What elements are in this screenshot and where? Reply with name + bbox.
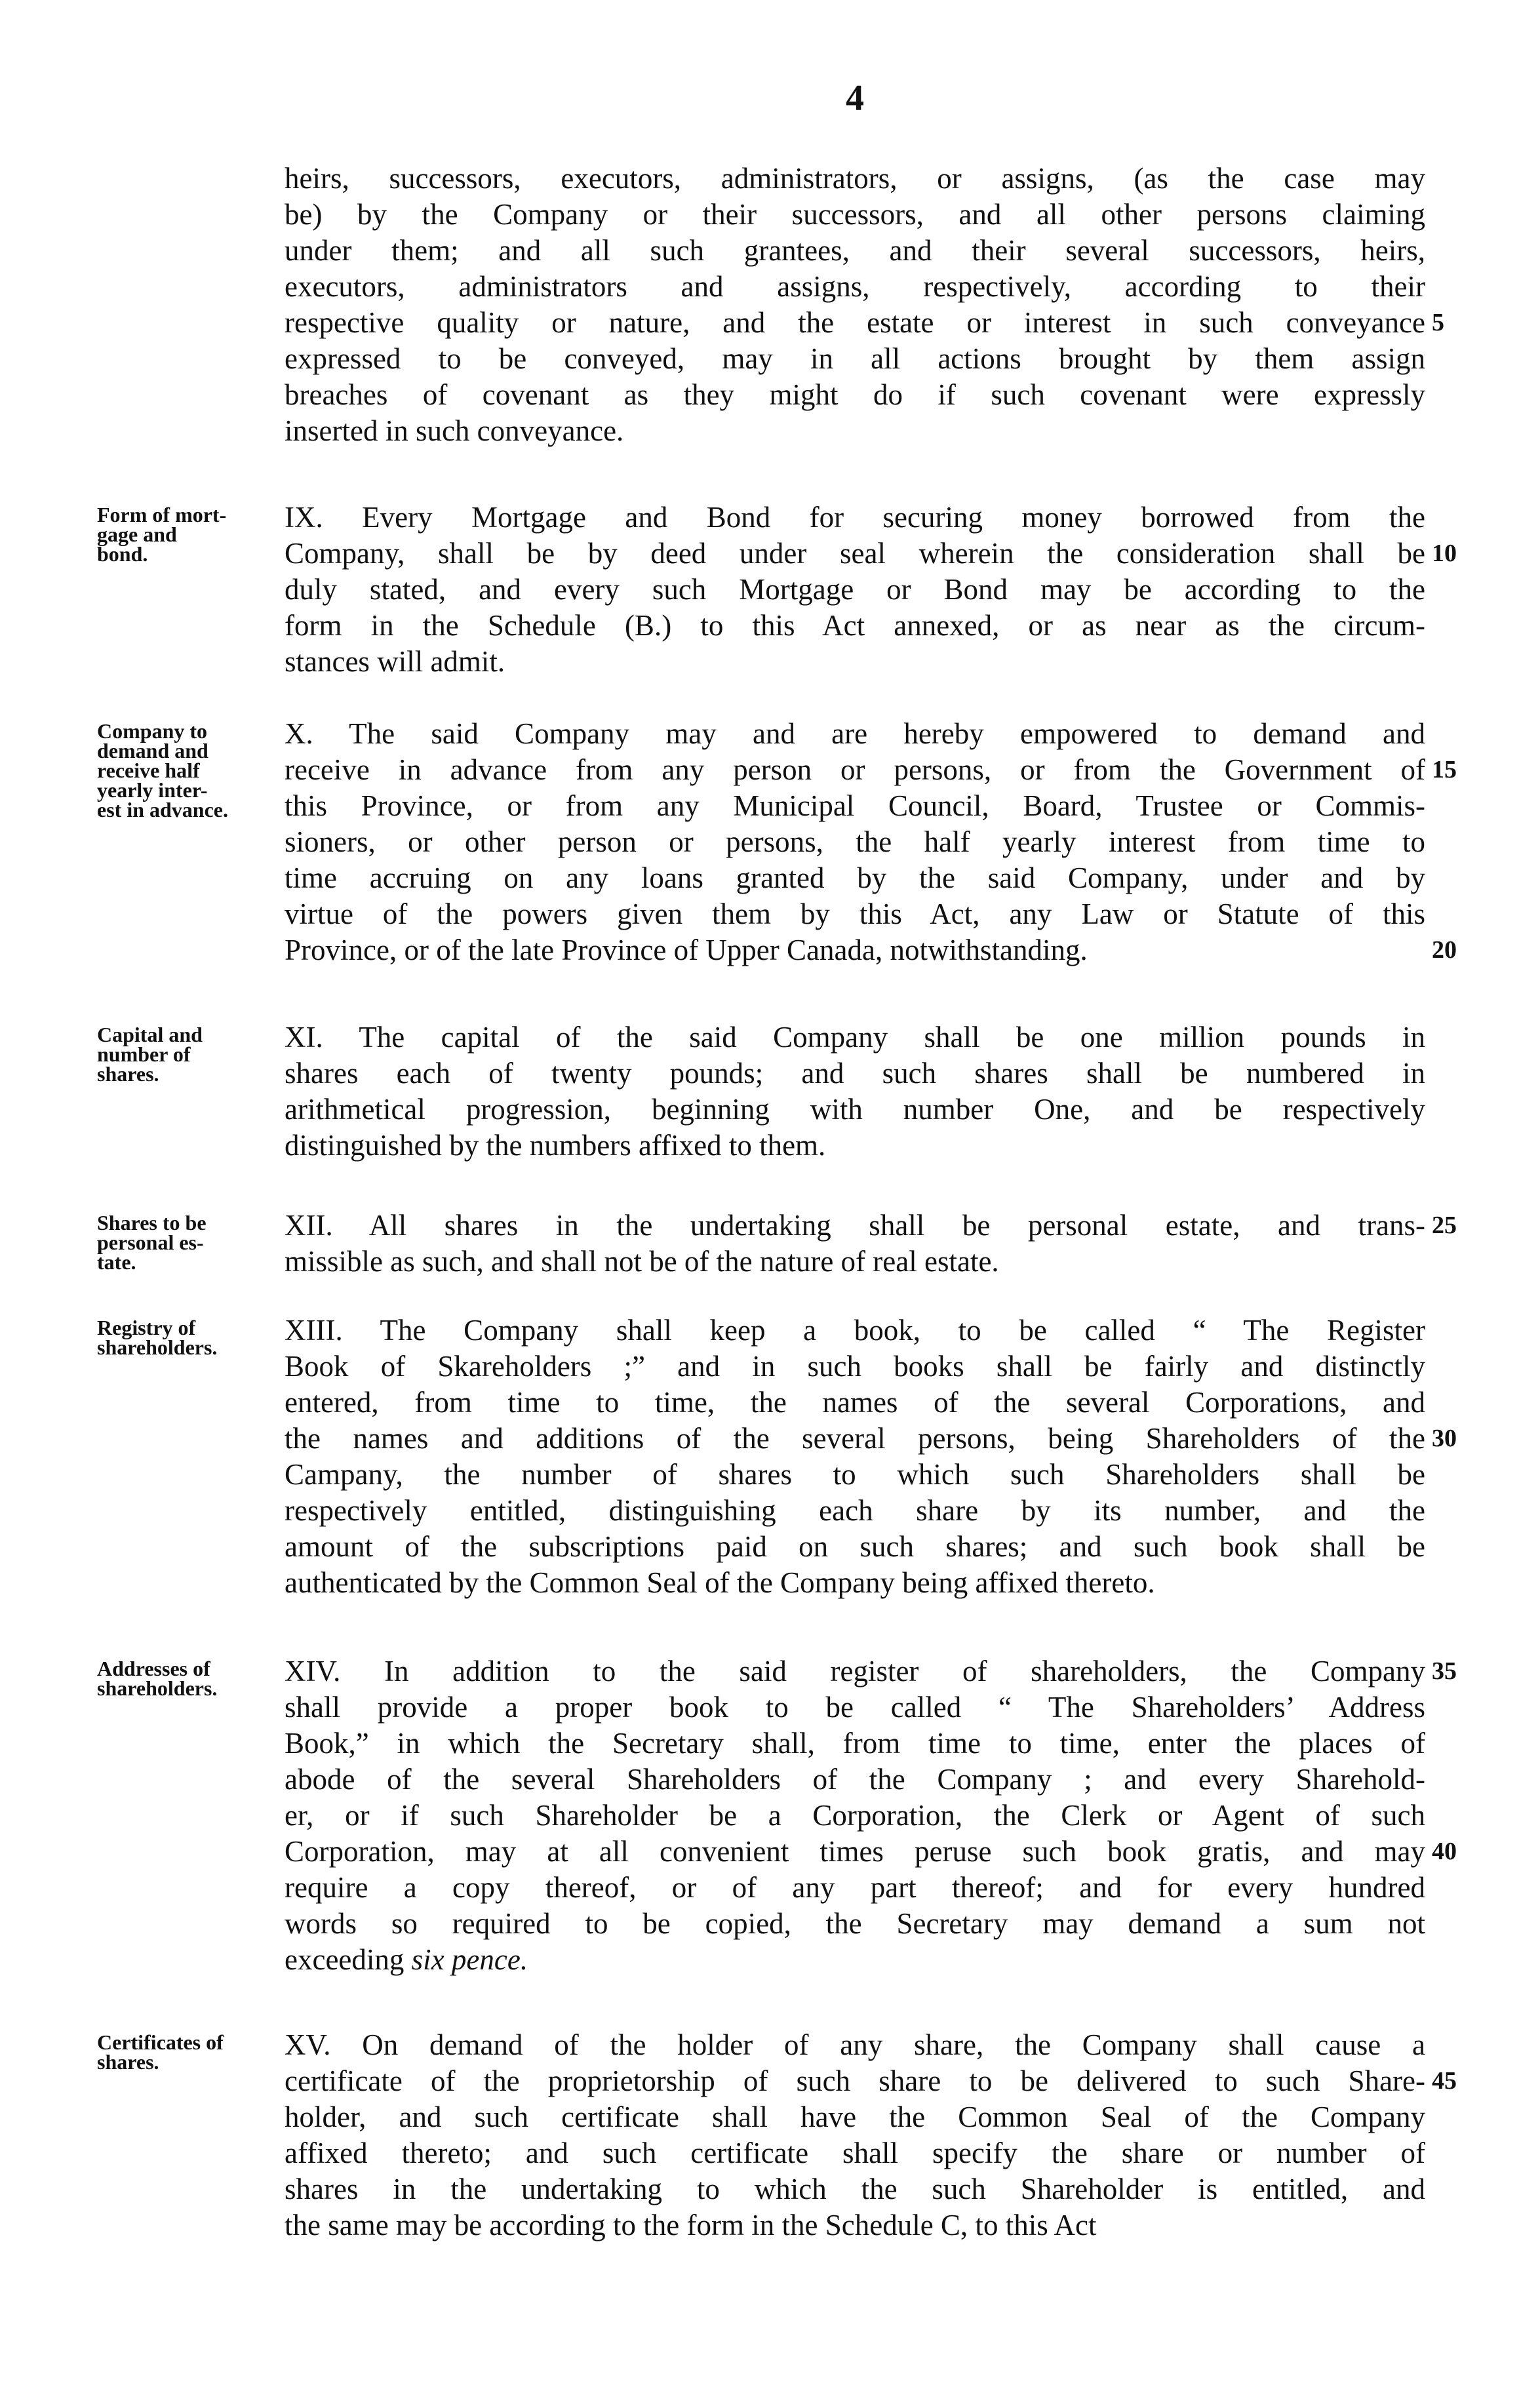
text-line: Campany, the number of shares to which such Shareholders shall be — [285, 1458, 1425, 1491]
line-number: 20 — [1432, 936, 1457, 964]
margin-note: Company to demand and receive half yearly inter- est in advance. — [97, 719, 228, 821]
text-line: authenticated by the Common Seal of the Company being affixed thereto. — [285, 1566, 1155, 1599]
line-number: 35 — [1432, 1657, 1457, 1685]
line-number: 10 — [1432, 540, 1457, 567]
margin-note: Capital and number of shares. — [97, 1023, 203, 1086]
text-line: certificate of the proprietorship of such share to be delivered to such Share- — [285, 2064, 1425, 2097]
text-line: expressed to be conveyed, may in all actions brought by them assign — [285, 342, 1425, 375]
text-line: respective quality or nature, and the estate or interest in such conveyance — [285, 306, 1425, 339]
text-line: words so required to be copied, the Secretary may demand a sum not — [285, 1907, 1425, 1940]
text-line: duly stated, and every such Mortgage or Bond may be according to the — [285, 573, 1425, 606]
text-line: XIII. The Company shall keep a book, to be called “ The Register — [285, 1314, 1425, 1347]
text-line: IX. Every Mortgage and Bond for securing money borrowed from the — [285, 501, 1425, 534]
text-line: inserted in such conveyance. — [285, 414, 624, 447]
text-line: executors, administrators and assigns, respectively, according to their — [285, 270, 1425, 303]
margin-note: Addresses of shareholders. — [97, 1657, 218, 1700]
text-line: shall provide a proper book to be called “ The Shareholders’ Address — [285, 1691, 1425, 1724]
text-line: affixed thereto; and such certificate shall specify the share or number of — [285, 2137, 1425, 2169]
text-line: shares each of twenty pounds; and such shares shall be numbered in — [285, 1057, 1425, 1090]
text-line: Province, or of the late Province of Upper Canada, notwithstanding. — [285, 934, 1088, 966]
margin-note: Registry of shareholders. — [97, 1316, 218, 1359]
text-line: under them; and all such grantees, and their several successors, heirs, — [285, 234, 1425, 267]
text-line: require a copy thereof, or of any part thereof; and for every hundred — [285, 1871, 1425, 1904]
line-number: 45 — [1432, 2067, 1457, 2095]
text-line: X. The said Company may and are hereby empowered to demand and — [285, 717, 1425, 750]
line-number: 5 — [1432, 309, 1444, 336]
text-line: arithmetical progression, beginning with number One, and be respectively — [285, 1093, 1425, 1126]
text-line: Company, shall be by deed under seal wherein the consideration shall be — [285, 537, 1425, 570]
text-line: abode of the several Shareholders of the Company ; and every Sharehold- — [285, 1763, 1425, 1796]
text-line: respectively entitled, distinguishing each share by its number, and the — [285, 1494, 1425, 1527]
text-line: entered, from time to time, the names of the several Corporations, and — [285, 1386, 1425, 1419]
text-line: XI. The capital of the said Company shall be one million pounds in — [285, 1021, 1425, 1054]
text-line: Corporation, may at all convenient times peruse such book gratis, and may — [285, 1835, 1425, 1868]
text-line: the same may be according to the form in the Schedule C, to this Act — [285, 2209, 1097, 2241]
line-number: 15 — [1432, 756, 1457, 783]
margin-note: Shares to be personal es- tate. — [97, 1211, 207, 1274]
text-line: shares in the undertaking to which the such Shareholder is entitled, and — [285, 2173, 1425, 2205]
page-number: 4 — [846, 78, 864, 119]
text-line: receive in advance from any person or persons, or from the Government of — [285, 753, 1425, 786]
text-line: be) by the Company or their successors, and all other persons claiming — [285, 198, 1425, 231]
line-number: 40 — [1432, 1838, 1457, 1865]
text-line: Book of Skareholders ;” and in such books shall be fairly and distinctly — [285, 1350, 1425, 1383]
margin-note: Form of mort- gage and bond. — [97, 503, 227, 566]
text-line: heirs, successors, executors, administrators, or assigns, (as the case may — [285, 162, 1425, 195]
text-line: virtue of the powers given them by this Act, any Law or Statute of this — [285, 898, 1425, 930]
text-line: holder, and such certificate shall have the Common Seal of the Company — [285, 2101, 1425, 2133]
text-line: this Province, or from any Municipal Council, Board, Trustee or Commis- — [285, 789, 1425, 822]
text-line: missible as such, and shall not be of the nature of real estate. — [285, 1245, 999, 1278]
text-line: exceeding six pence. — [285, 1943, 528, 1976]
text-line: XV. On demand of the holder of any share, the Company shall cause a — [285, 2028, 1425, 2061]
text-line: breaches of covenant as they might do if such covenant were expressly — [285, 378, 1425, 411]
text-line: stances will admit. — [285, 645, 505, 678]
text-line: the names and additions of the several persons, being Shareholders of the — [285, 1422, 1425, 1455]
line-number: 30 — [1432, 1425, 1457, 1452]
line-number: 25 — [1432, 1212, 1457, 1239]
text-line: XIV. In addition to the said register of shareholders, the Company — [285, 1655, 1425, 1688]
text-line: form in the Schedule (B.) to this Act annexed, or as near as the circum- — [285, 609, 1425, 642]
text-line: Book,” in which the Secretary shall, from time to time, enter the places of — [285, 1727, 1425, 1760]
margin-note: Certificates of shares. — [97, 2030, 224, 2074]
text-line: distinguished by the numbers affixed to them. — [285, 1129, 826, 1162]
text-line: XII. All shares in the undertaking shall be personal estate, and trans- — [285, 1209, 1425, 1242]
text-line: amount of the subscriptions paid on such shares; and such book shall be — [285, 1530, 1425, 1563]
text-line: er, or if such Shareholder be a Corporation, the Clerk or Agent of such — [285, 1799, 1425, 1832]
italic-text: six pence. — [411, 1943, 528, 1976]
text-line: sioners, or other person or persons, the half yearly interest from time to — [285, 825, 1425, 858]
text-line: time accruing on any loans granted by the said Company, under and by — [285, 861, 1425, 894]
